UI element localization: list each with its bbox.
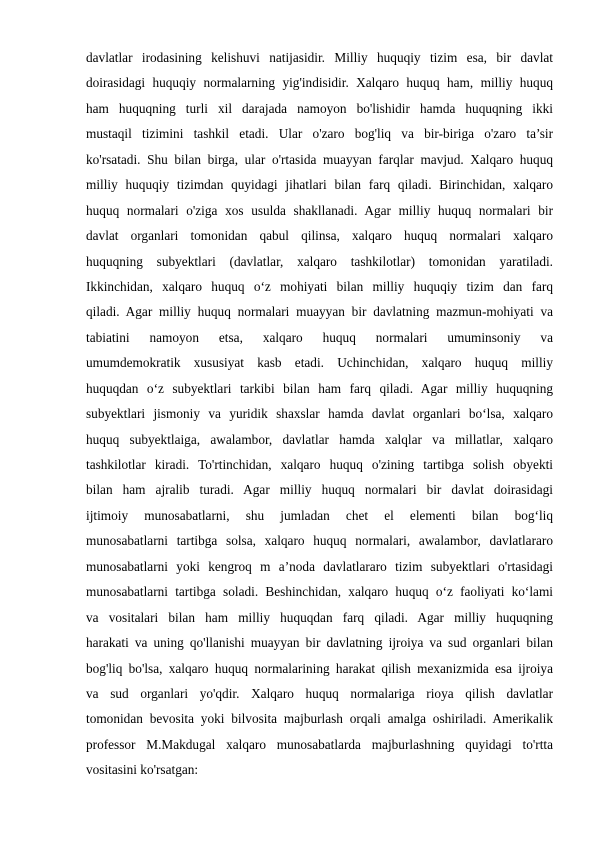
text-line: tomonidan bevosita yoki bilvosita majburlash orqali amalga oshiriladi. Amerikalik: [86, 711, 553, 727]
text-line: huquqning subyektlari (davlatlar, xalqaro tashkilotlar) tomonidan yaratiladi.: [86, 253, 553, 269]
text-line: subyektlari jismoniy va yuridik shaxslar hamda davlat organlari bo‘lsa, xalqaro: [86, 406, 553, 422]
text-line: doirasidagi huquqiy normalarning yig'indisidir. Xalqaro huquq ham, milliy huquq: [86, 75, 553, 91]
text-line: milliy huquqiy tizimdan quyidagi jihatlari bilan farq qiladi. Birinchidan, xalqaro: [86, 177, 553, 193]
body-text: [86, 45, 553, 783]
text-line: ko'rsatadi. Shu bilan birga, ular o'rtasida muayyan farqlar mavjud. Xalqaro huquq: [86, 151, 553, 167]
text-line: munosabatlarni tartibga soladi. Beshinchidan, xalqaro huquq o‘z faoliyati ko‘lami: [86, 584, 553, 600]
text-line: huquqdan o‘z subyektlari tarkibi bilan ham farq qiladi. Agar milliy huquqning: [86, 380, 553, 396]
text-line: tashkilotlar kiradi. To'rtinchidan, xalqaro huquq o'zining tartibga solish obyekti: [86, 457, 553, 472]
text-line: davlatlar irodasining kelishuvi natijasidir. Milliy huquqiy tizim esa, bir davlat: [86, 50, 553, 65]
text-line: vositasini ko'rsatgan:: [86, 762, 199, 778]
text-line: va vositalari bilan ham milliy huquqdan farq qiladi. Agar milliy huquqning: [86, 609, 553, 625]
text-line: mustaqil tizimini tashkil etadi. Ular o'zaro bog'liq va bir-biriga o'zaro ta’sir: [86, 126, 553, 142]
text-line: bog'liq bo'lsa, xalqaro huquq normalarining harakat qilish mexanizmida esa ijroiya: [86, 660, 553, 676]
text-line: qiladi. Agar milliy huquq normalari muayyan bir davlatning mazmun-mohiyati va: [86, 304, 553, 320]
text-line: Ikkinchidan, xalqaro huquq o‘z mohiyati bilan milliy huquqiy tizim dan farq: [86, 278, 553, 294]
text-line: tabiatini namoyon etsa, xalqaro huquq normalari umuminsoniy va: [86, 329, 553, 345]
text-line: davlat organlari tomonidan qabul qilinsa, xalqaro huquq normalari xalqaro: [86, 228, 553, 244]
text-line: umumdemokratik xususiyat kasb etadi. Uchinchidan, xalqaro huquq milliy: [86, 355, 553, 371]
text-line: ham huquqning turli xil darajada namoyon bo'lishidir hamda huquqning ikki: [86, 100, 553, 116]
text-line: munosabatlarni yoki kengroq m a’noda davlatlararo tizim subyektlari o'rtasidagi: [86, 558, 553, 574]
text-line: huquq normalari o'ziga xos usulda shakllanadi. Agar milliy huquq normalari bir: [86, 202, 553, 218]
text-line: va sud organlari yo'qdir. Xalqaro huquq normalariga rioya qilish davlatlar: [86, 685, 553, 701]
text-line: munosabatlarni tartibga solsa, xalqaro huquq normalari, awalambor, davlatlararo: [86, 533, 553, 549]
text-line: professor M.Makdugal xalqaro munosabatlarda majburlashning quyidagi to'rtta: [86, 736, 553, 752]
text-line: huquq subyektlaiga, awalambor, davlatlar hamda xalqlar va millatlar, xalqaro: [86, 431, 553, 447]
text-line: ijtimoiy munosabatlarni, shu jumladan chet el elementi bilan bog‘liq: [86, 507, 553, 523]
text-line: harakati va uning qo'llanishi muayyan bir davlatning ijroiya va sud organlari bilan: [86, 635, 553, 651]
text-line: bilan ham ajralib turadi. Agar milliy huquq normalari bir davlat doirasidagi: [86, 482, 553, 498]
